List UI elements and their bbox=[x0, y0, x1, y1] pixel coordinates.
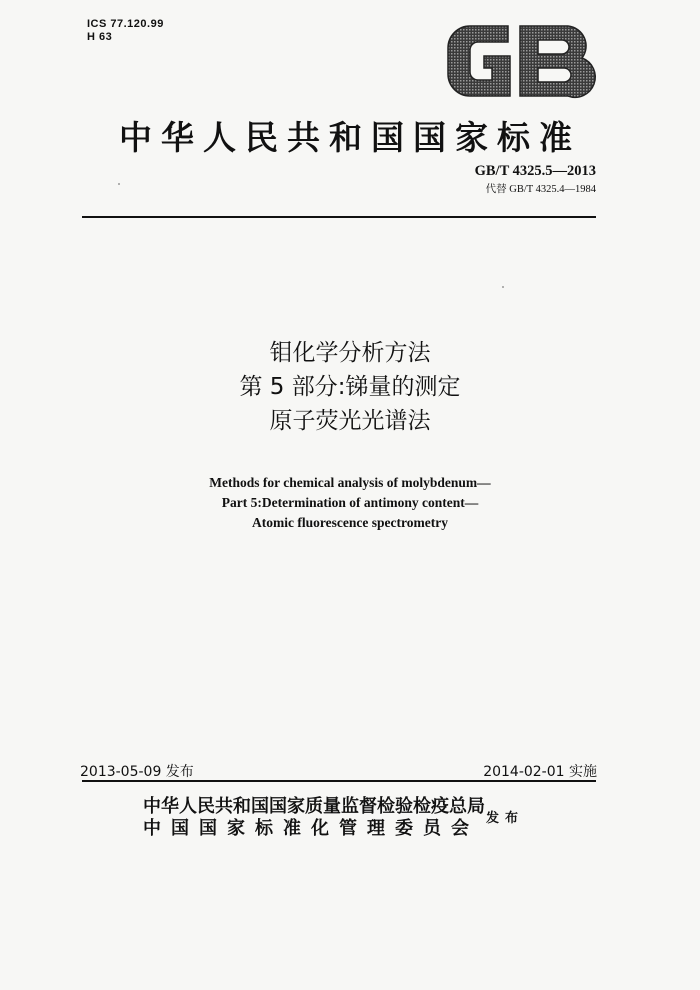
classification-codes bbox=[87, 18, 164, 44]
gb-logo bbox=[430, 20, 605, 102]
issue-date: 2013-05-09 发布 bbox=[80, 764, 194, 780]
english-title-line-3: Atomic fluorescence spectrometry bbox=[252, 515, 448, 530]
chinese-title-line-2: 第 5 部分:锑量的测定 bbox=[239, 374, 461, 400]
publish-label: 发布 bbox=[486, 811, 525, 826]
scan-speck bbox=[502, 286, 504, 288]
issuer-sac: 中国国家标准化管理委员会 bbox=[143, 818, 479, 839]
country-standard-title: 中华人民共和国国家标准 bbox=[119, 118, 581, 157]
replaces-standard: 代替 GB/T 4325.4—1984 bbox=[485, 184, 596, 195]
standard-number: GB/T 4325.5—2013 bbox=[474, 163, 596, 179]
gb-logo-mark bbox=[448, 26, 595, 97]
chinese-title-line-1: 钼化学分析方法 bbox=[269, 340, 431, 366]
english-title bbox=[0, 473, 700, 533]
ccs-code: H 63 bbox=[87, 31, 113, 43]
english-title-line-1: Methods for chemical analysis of molybdenum— bbox=[209, 475, 491, 490]
footer-divider bbox=[82, 780, 596, 782]
chinese-title bbox=[0, 336, 700, 438]
issuer-aqsiq: 中华人民共和国国家质量监督检验检疫总局 bbox=[143, 796, 485, 817]
scan-speck bbox=[118, 183, 120, 185]
chinese-title-line-3: 原子荧光光谱法 bbox=[269, 408, 431, 434]
issuing-authorities bbox=[143, 796, 485, 840]
standard-number-block bbox=[475, 163, 596, 196]
english-title-line-2: Part 5:Determination of antimony content— bbox=[221, 495, 479, 510]
header-divider bbox=[82, 216, 596, 218]
ics-code: ICS 77.120.99 bbox=[87, 18, 164, 30]
implementation-date: 2014-02-01 实施 bbox=[483, 764, 597, 780]
